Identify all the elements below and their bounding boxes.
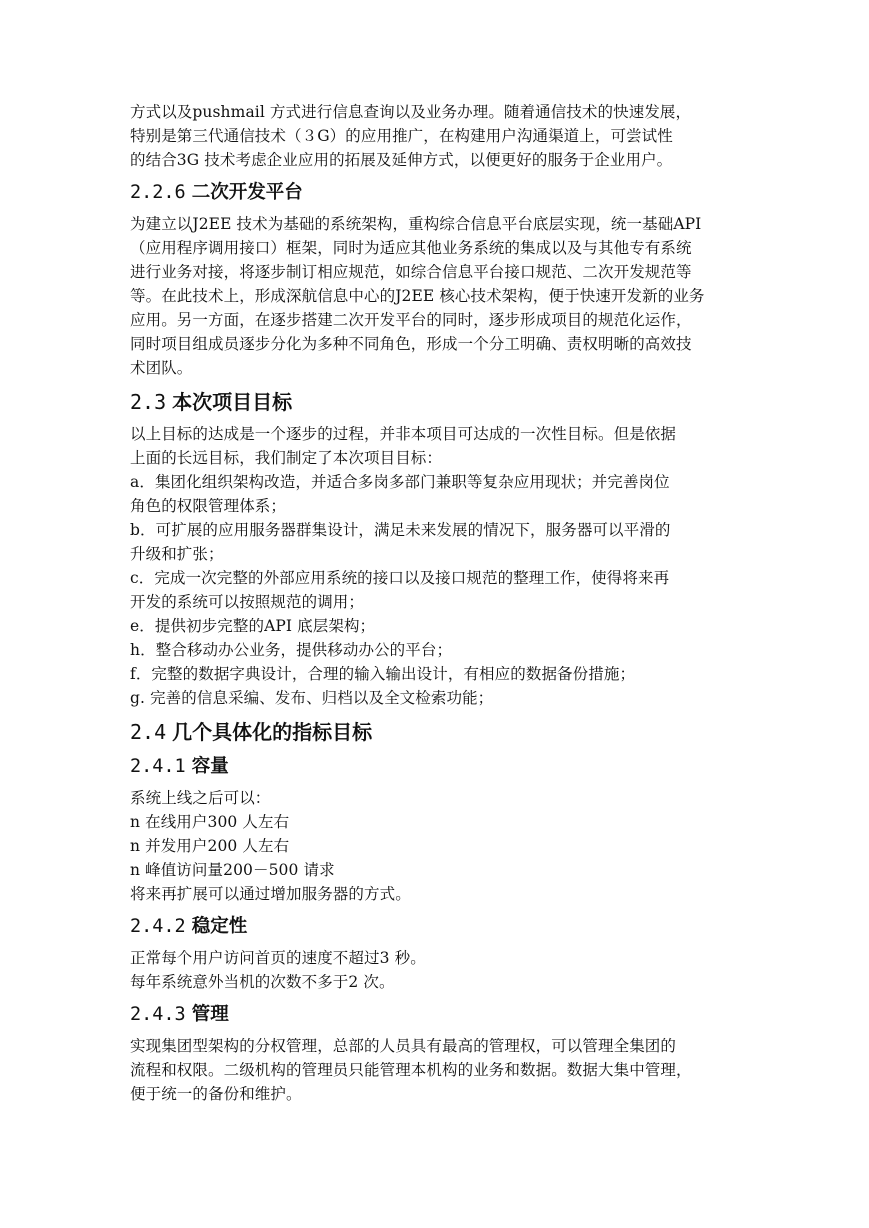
section-number: 2.4.2 (130, 916, 186, 937)
list-item: n 并发用户200 人左右 (130, 837, 290, 855)
section-title: 容量 (191, 756, 229, 777)
list-item: n 在线用户300 人左右 (130, 813, 290, 831)
section-2-4-2-paragraph (130, 946, 742, 994)
list-item: h．整合移动办公业务，提供移动办公的平台； (130, 641, 453, 659)
text-line: 术团队。 (130, 359, 193, 377)
list-item: f．完整的数据字典设计，合理的输入输出设计，有相应的数据备份措施； (130, 665, 636, 683)
section-title: 管理 (191, 1004, 229, 1025)
text-line: 以上目标的达成是一个逐步的过程，并非本项目可达成的一次性目标。但是依据 (130, 425, 677, 443)
list-item: e．提供初步完整的API 底层架构； (130, 617, 376, 635)
text-line: 的结合3G 技术考虑企业应用的拓展及延伸方式，以便更好的服务于企业用户。 (130, 151, 673, 169)
section-title: 本次项目目标 (172, 390, 293, 414)
text-line: 正常每个用户访问首页的速度不超过3 秒。 (130, 949, 426, 967)
text-line: 同时项目组成员逐步分化为多种不同角色，形成一个分工明确、责权明晰的高效技 (130, 335, 692, 353)
section-heading-2-4-2 (130, 914, 742, 940)
text-line: 为建立以J2EE 技术为基础的系统架构，重构综合信息平台底层实现，统一基础API (130, 215, 702, 233)
section-number: 2.2.6 (130, 182, 186, 203)
text-line: 上面的长远目标，我们制定了本次项目目标： (130, 449, 443, 467)
text-line: 实现集团型架构的分权管理，总部的人员具有最高的管理权，可以管理全集团的 (130, 1037, 677, 1055)
section-2-4-1-paragraph (130, 786, 742, 906)
section-heading-2-4 (130, 718, 742, 746)
section-2-3-paragraph (130, 422, 742, 710)
text-line: 等。在此技术上，形成深航信息中心的J2EE 核心技术架构，便于快速开发新的业务 (130, 287, 705, 305)
text-line: 应用。另一方面，在逐步搭建二次开发平台的同时，逐步形成项目的规范化运作， (130, 311, 692, 329)
list-item: g. 完善的信息采编、发布、归档以及全文检索功能； (130, 689, 494, 707)
section-number: 2.4.3 (130, 1004, 186, 1025)
section-2-4-3-paragraph (130, 1034, 742, 1106)
list-item: c．完成一次完整的外部应用系统的接口以及接口规范的整理工作，使得将来再 (130, 569, 670, 587)
text-line: 特别是第三代通信技术（３G）的应用推广，在构建用户沟通渠道上，可尝试性 (130, 127, 673, 145)
list-item: b．可扩展的应用服务器群集设计，满足未来发展的情况下，服务器可以平滑的 (130, 521, 671, 539)
section-heading-2-2-6 (130, 180, 742, 206)
list-item-continued: 开发的系统可以按照规范的调用； (130, 593, 365, 611)
section-heading-2-4-1 (130, 754, 742, 780)
section-title: 二次开发平台 (191, 182, 303, 203)
text-line: 流程和权限。二级机构的管理员只能管理本机构的业务和数据。数据大集中管理， (130, 1061, 692, 1079)
list-item-continued: 角色的权限管理体系； (130, 497, 287, 515)
text-line: 系统上线之后可以： (130, 789, 271, 807)
text-line: 便于统一的备份和维护。 (130, 1085, 302, 1103)
text-line: 方式以及pushmail 方式进行信息查询以及业务办理。随着通信技术的快速发展， (130, 103, 692, 121)
intro-paragraph (130, 100, 742, 172)
section-2-2-6-paragraph (130, 212, 742, 380)
text-line: 将来再扩展可以通过增加服务器的方式。 (130, 885, 411, 903)
text-line: （应用程序调用接口）框架，同时为适应其他业务系统的集成以及与其他专有系统 (130, 239, 692, 257)
section-number: 2.4 (130, 720, 167, 744)
section-heading-2-3 (130, 388, 742, 416)
section-number: 2.4.1 (130, 756, 186, 777)
section-title: 稳定性 (191, 916, 248, 937)
list-item: a．集团化组织架构改造，并适合多岗多部门兼职等复杂应用现状；并完善岗位 (130, 473, 670, 491)
document-page (130, 100, 742, 1106)
section-number: 2.3 (130, 390, 167, 414)
text-line: 每年系统意外当机的次数不多于2 次。 (130, 973, 395, 991)
list-item-continued: 升级和扩张； (130, 545, 224, 563)
text-line: 进行业务对接，将逐步制订相应规范，如综合信息平台接口规范、二次开发规范等 (130, 263, 692, 281)
section-title: 几个具体化的指标目标 (172, 720, 373, 744)
list-item: n 峰值访问量200－500 请求 (130, 861, 335, 879)
section-heading-2-4-3 (130, 1002, 742, 1028)
